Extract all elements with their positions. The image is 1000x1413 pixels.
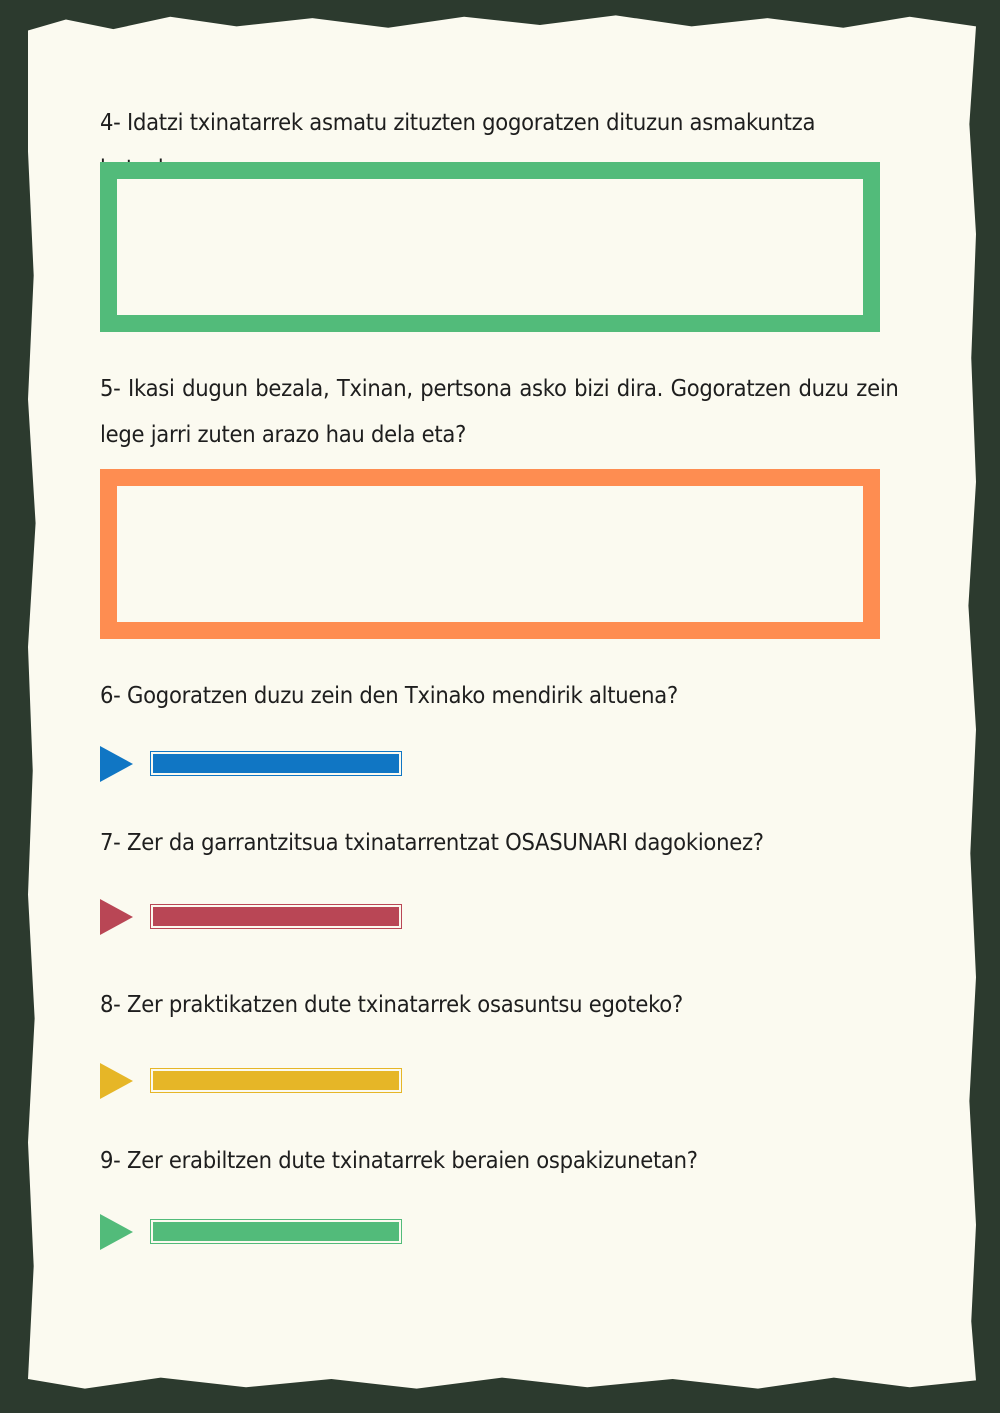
answer-row-q7	[100, 897, 420, 937]
answer-row-q9	[100, 1212, 420, 1252]
answer-box-q5[interactable]	[100, 469, 880, 639]
answer-field-fill	[153, 754, 399, 773]
answer-field-q8[interactable]	[150, 1068, 402, 1093]
question-4-text: 4- Idatzi txinatarrek asmatu zituzten gogoratzen dituzun asmakuntza batzuk:	[100, 110, 816, 182]
answer-field-fill	[153, 907, 399, 926]
question-8-text: 8- Zer praktikatzen dute txinatarrek osasuntsu egoteko?	[100, 992, 683, 1018]
answer-field-q9[interactable]	[150, 1219, 402, 1244]
answer-row-q6	[100, 744, 420, 784]
triangle-right-icon	[100, 899, 133, 935]
answer-field-fill	[153, 1071, 399, 1090]
triangle-right-icon	[100, 1214, 133, 1250]
question-6-text: 6- Gogoratzen duzu zein den Txinako mendirik altuena?	[100, 683, 678, 709]
question-9-text: 9- Zer erabiltzen dute txinatarrek beraien ospakizunetan?	[100, 1148, 698, 1174]
answer-row-q8	[100, 1061, 420, 1101]
triangle-right-icon	[100, 1063, 133, 1099]
question-7-text: 7- Zer da garrantzitsua txinatarrentzat OSASUNARI dagokionez?	[100, 830, 764, 856]
answer-field-fill	[153, 1222, 399, 1241]
answer-field-q6[interactable]	[150, 751, 402, 776]
triangle-right-icon	[100, 746, 133, 782]
question-5-text: 5- Ikasi dugun bezala, Txinan, pertsona asko bizi dira. Gogoratzen duzu zein lege jarri zuten arazo hau dela eta?	[100, 376, 899, 448]
answer-field-q7[interactable]	[150, 904, 402, 929]
answer-box-q4[interactable]	[100, 162, 880, 332]
